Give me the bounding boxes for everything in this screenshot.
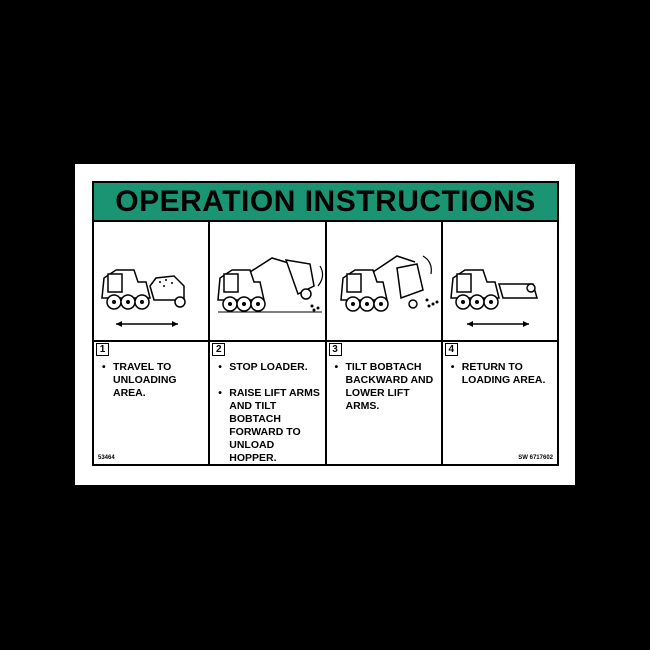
step-1-bullets	[102, 361, 204, 413]
bullet-item: • RETURN TO LOADING AREA.	[450, 361, 546, 386]
step-panels	[94, 220, 557, 464]
operation-decal	[92, 181, 559, 466]
loader-unload-icon	[210, 220, 328, 340]
step-2-bullets	[218, 361, 320, 478]
bullet-item: • RAISE LIFT ARMS AND TILT BOBTACH FORWARD TO UNLOAD HOPPER.	[218, 387, 320, 464]
step-panel-3	[327, 220, 443, 464]
step-number: 2	[212, 343, 225, 356]
step-3-bullets	[335, 361, 437, 426]
bullet-item: • TRAVEL TO UNLOADING AREA.	[102, 361, 177, 399]
step-2-illustration	[210, 220, 324, 342]
decal-card	[75, 164, 575, 485]
step-4-illustration	[443, 220, 557, 342]
step-3-illustration	[327, 220, 441, 342]
step-4-bullets	[451, 361, 553, 400]
part-number-right: SW 6717602	[518, 455, 553, 461]
step-1-illustration	[94, 220, 208, 342]
part-number-left: 53464	[98, 455, 115, 461]
step-panel-2	[210, 220, 326, 464]
bullet-item: • TILT BOBTACH BACKWARD AND LOWER LIFT ARMS.	[334, 361, 434, 412]
loader-return-icon	[443, 220, 559, 340]
decal-title: OPERATION INSTRUCTIONS	[94, 183, 557, 222]
loader-lower-icon	[327, 220, 445, 340]
step-number: 4	[445, 343, 458, 356]
loader-travel-icon	[94, 220, 210, 340]
step-panel-1	[94, 220, 210, 464]
step-panel-4	[443, 220, 557, 464]
step-number: 3	[329, 343, 342, 356]
step-number: 1	[96, 343, 109, 356]
bullet-item: • STOP LOADER.	[218, 361, 308, 373]
